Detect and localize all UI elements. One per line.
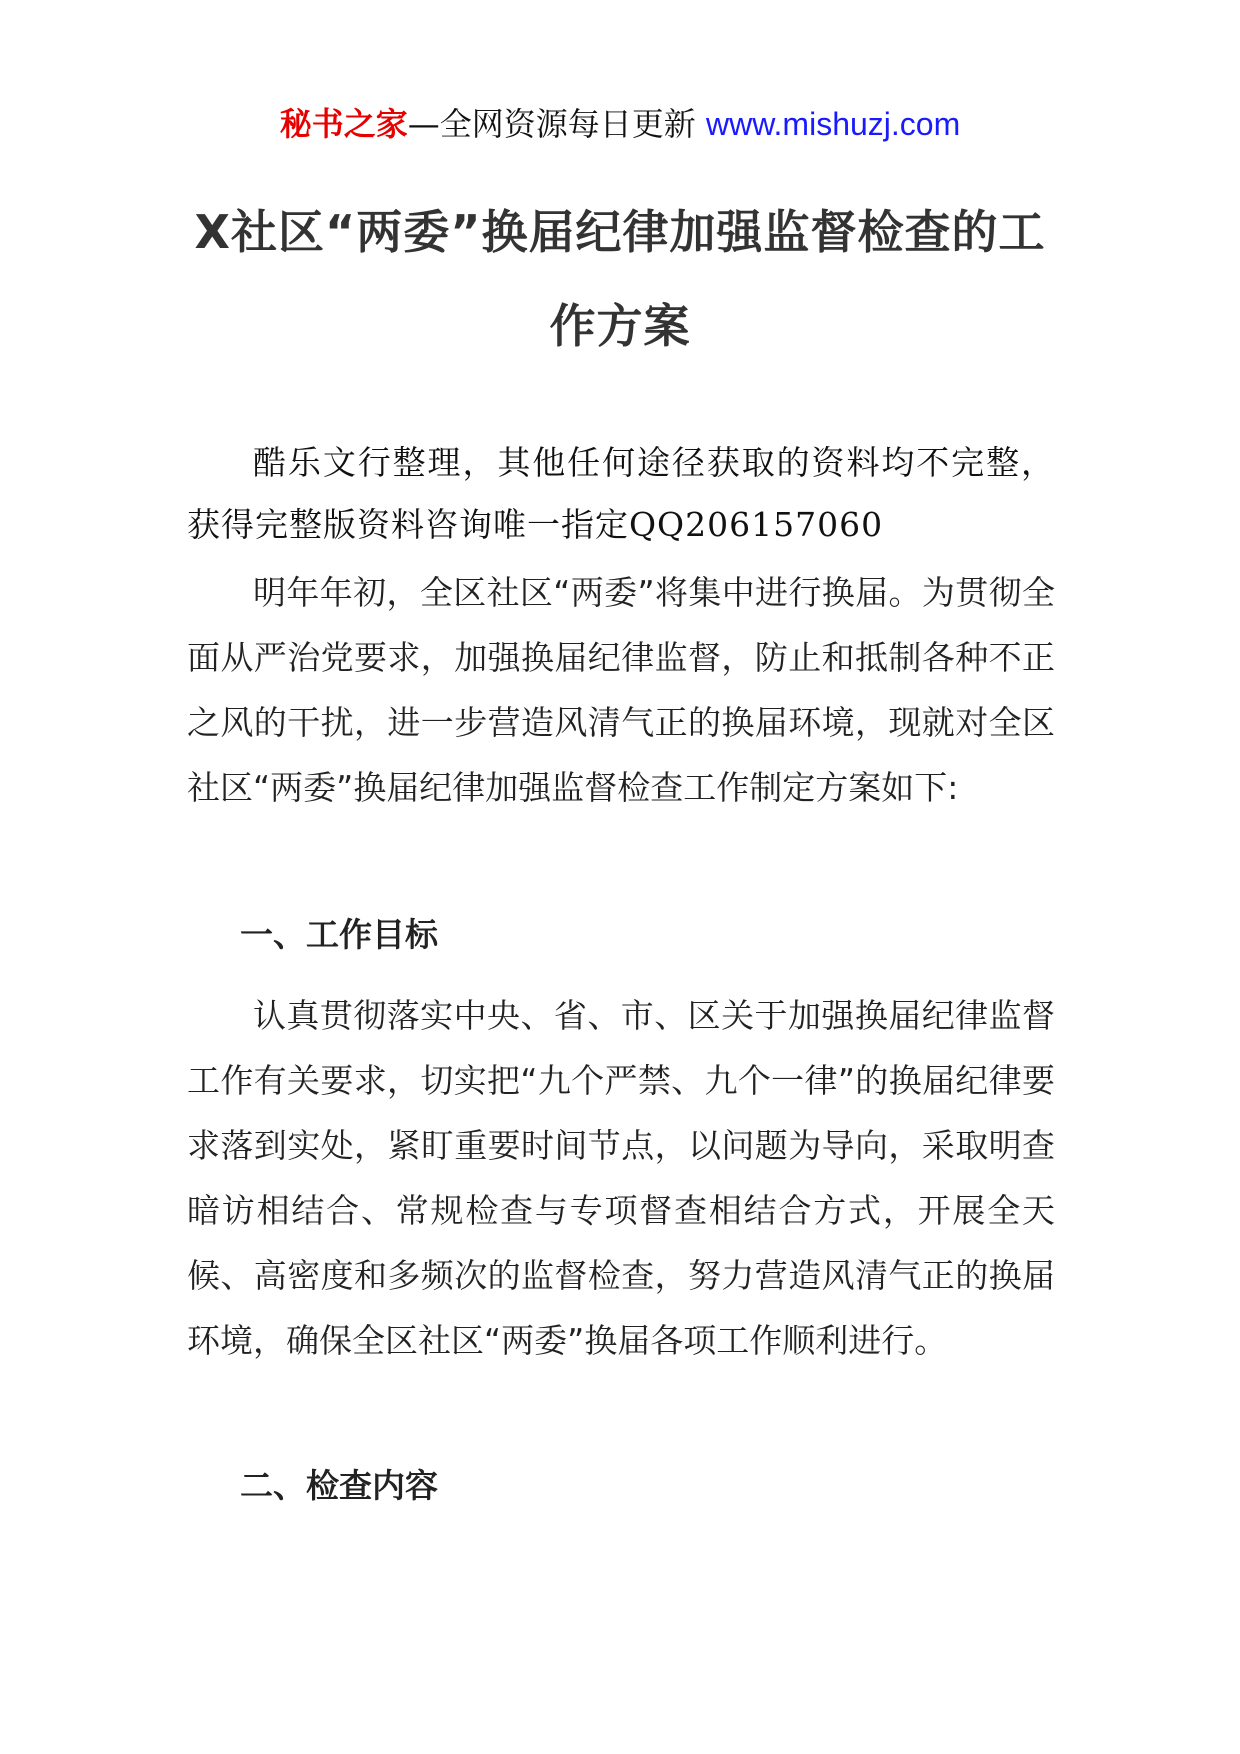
section-heading-goals: 一、工作目标: [240, 915, 438, 954]
brand-name: 秘书之家: [279, 105, 408, 143]
site-link[interactable]: www.mishuzj.com: [705, 106, 961, 142]
intro-paragraph: 明年年初，全区社区“两委”将集中进行换届。为贯彻全面从严治党要求，加强换届纪律监督，防止和抵制各种不正之风的干扰，进一步营造风清气正的换届环境，现就对全区社区“两委”换届纪律加强监督检查工作制定方案如下:: [187, 573, 1055, 807]
goals-paragraph: 认真贯彻落实中央、省、市、区关于加强换届纪律监督工作有关要求，切实把“九个严禁、九个一律”的换届纪律要求落到实处，紧盯重要时间节点，以问题为导向，采取明查暗访相结合、常规检查与专项督查相结合方式，开展全天候、高密度和多频次的监督检查，努力营造风清气正的换届环境，确保全区社区“两委”换届各项工作顺利进行。: [187, 996, 1055, 1360]
header-slogan: —全网资源每日更新: [407, 105, 696, 143]
document-title: X社区“两委”换届纪律加强监督检查的工作方案: [194, 205, 1046, 353]
section-heading-content: 二、检查内容: [240, 1466, 438, 1505]
source-note: 酷乐文行整理，其他任何途径获取的资料均不完整，获得完整版资料咨询唯一指定QQ206157060: [187, 443, 1055, 544]
page-header: [0, 100, 1240, 148]
